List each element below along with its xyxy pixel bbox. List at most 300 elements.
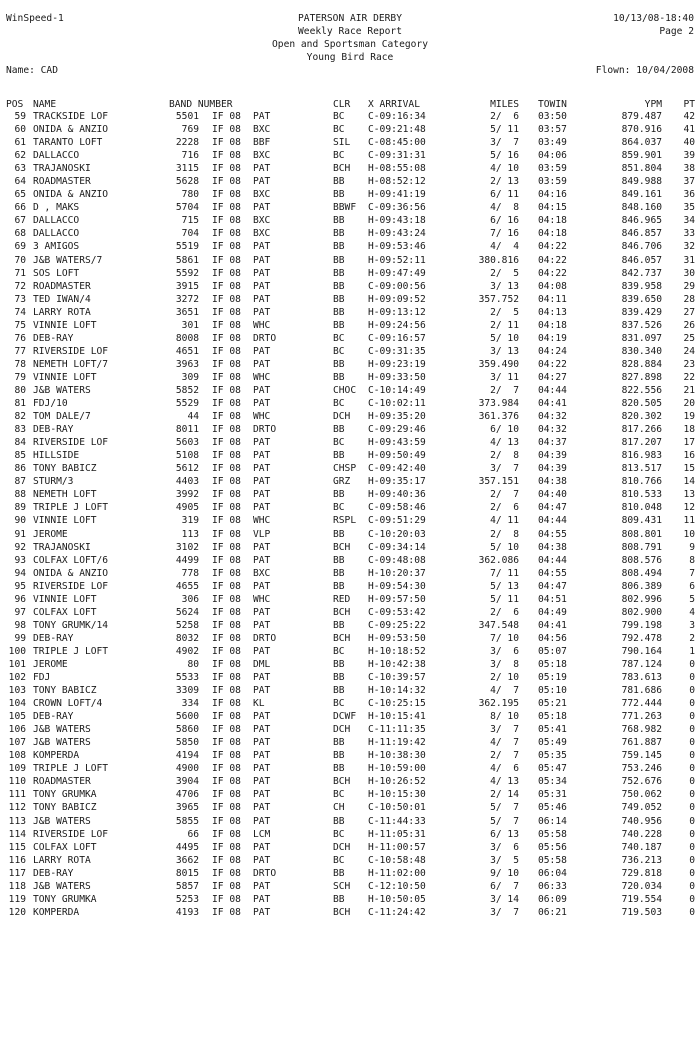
- towin-cell: 05:18: [538, 658, 567, 670]
- name-cell: TRAJANOSKI: [33, 163, 91, 175]
- towin-cell: 05:58: [538, 854, 567, 866]
- color-cell: BB: [333, 280, 345, 292]
- miles-cell: 359.490: [478, 358, 519, 370]
- col-towin-header: TOWIN: [538, 99, 567, 110]
- band-cell: 113: [181, 528, 199, 540]
- band-letters-cell: KL: [253, 698, 265, 710]
- band-year-cell: IF 08: [212, 593, 241, 605]
- miles-cell: 5/ 11: [490, 593, 519, 605]
- band-letters-cell: VLP: [253, 528, 271, 540]
- pt-cell: 3: [689, 619, 695, 631]
- pt-cell: 4: [689, 606, 695, 618]
- table-row: [6, 867, 696, 880]
- band-cell: 8011: [175, 424, 199, 436]
- ypm-cell: 830.340: [621, 345, 662, 357]
- miles-cell: 2/ 7: [490, 384, 519, 396]
- band-cell: 3904: [175, 776, 199, 788]
- color-cell: BB: [333, 489, 345, 501]
- report-name: Name: CAD: [6, 65, 58, 76]
- miles-cell: 3/ 13: [490, 345, 519, 357]
- pos-cell: 76: [14, 332, 26, 344]
- towin-cell: 04:18: [538, 215, 567, 227]
- band-cell: 5612: [175, 463, 199, 475]
- color-cell: BB: [333, 867, 345, 879]
- towin-cell: 05:10: [538, 685, 567, 697]
- color-cell: BCH: [333, 906, 351, 918]
- arrival-cell: H-10:15:41: [368, 711, 426, 723]
- band-year-cell: IF 08: [212, 358, 241, 370]
- color-cell: BB: [333, 215, 345, 227]
- table-row: [6, 175, 696, 188]
- miles-cell: 2/ 5: [490, 306, 519, 318]
- band-cell: 4905: [175, 502, 199, 514]
- arrival-cell: H-10:50:05: [368, 893, 426, 905]
- band-cell: 3662: [175, 854, 199, 866]
- band-letters-cell: DRTO: [253, 332, 277, 344]
- pt-cell: 25: [683, 332, 695, 344]
- pt-cell: 0: [689, 763, 695, 775]
- arrival-cell: C-11:44:33: [368, 815, 426, 827]
- color-cell: BC: [333, 150, 345, 162]
- ypm-cell: 772.444: [621, 698, 662, 710]
- col-pos-header: POS: [6, 99, 24, 110]
- pt-cell: 24: [683, 345, 695, 357]
- table-row: [6, 658, 696, 671]
- miles-cell: 5/ 16: [490, 150, 519, 162]
- towin-cell: 05:41: [538, 724, 567, 736]
- name-cell: TONY GRUMK/14: [33, 619, 109, 631]
- col-pt-header: PT: [683, 99, 695, 110]
- band-cell: 4655: [175, 580, 199, 592]
- pos-cell: 74: [14, 306, 26, 318]
- ypm-cell: 817.266: [621, 424, 662, 436]
- report-title: Weekly Race Report: [298, 26, 402, 37]
- flown-date: Flown: 10/04/2008: [595, 65, 694, 76]
- towin-cell: 05:07: [538, 645, 567, 657]
- pt-cell: 0: [689, 880, 695, 892]
- towin-cell: 05:49: [538, 737, 567, 749]
- pos-cell: 118: [8, 880, 26, 892]
- miles-cell: 2/ 7: [490, 489, 519, 501]
- band-cell: 5519: [175, 241, 199, 253]
- pt-cell: 14: [683, 476, 695, 488]
- towin-cell: 04:44: [538, 515, 567, 527]
- band-cell: 4194: [175, 750, 199, 762]
- ypm-cell: 740.956: [621, 815, 662, 827]
- color-cell: BB: [333, 319, 345, 331]
- band-cell: 5855: [175, 815, 199, 827]
- band-year-cell: IF 08: [212, 345, 241, 357]
- miles-cell: 3/ 14: [490, 893, 519, 905]
- miles-cell: 5/ 7: [490, 815, 519, 827]
- ypm-cell: 846.057: [621, 254, 662, 266]
- towin-cell: 04:06: [538, 150, 567, 162]
- band-letters-cell: BBF: [253, 137, 271, 149]
- pt-cell: 6: [689, 580, 695, 592]
- col-name-header: NAME: [33, 99, 57, 110]
- color-cell: BC: [333, 502, 345, 514]
- color-cell: BB: [333, 241, 345, 253]
- miles-cell: 4/ 4: [490, 241, 519, 253]
- ypm-cell: 822.556: [621, 384, 662, 396]
- band-year-cell: IF 08: [212, 489, 241, 501]
- ypm-cell: 859.901: [621, 150, 662, 162]
- arrival-cell: C-10:50:01: [368, 802, 426, 814]
- band-year-cell: IF 08: [212, 437, 241, 449]
- pt-cell: 27: [683, 306, 695, 318]
- ypm-cell: 802.900: [621, 606, 662, 618]
- table-row: [6, 136, 696, 149]
- band-cell: 5253: [175, 893, 199, 905]
- pos-cell: 67: [14, 215, 26, 227]
- table-row: [6, 632, 696, 645]
- pos-cell: 87: [14, 476, 26, 488]
- pos-cell: 112: [8, 802, 26, 814]
- pos-cell: 110: [8, 776, 26, 788]
- pos-cell: 119: [8, 893, 26, 905]
- miles-cell: 373.984: [478, 398, 519, 410]
- pos-cell: 79: [14, 371, 26, 383]
- band-letters-cell: PAT: [253, 606, 271, 618]
- arrival-cell: H-10:38:30: [368, 750, 426, 762]
- ypm-cell: 802.996: [621, 593, 662, 605]
- pt-cell: 15: [683, 463, 695, 475]
- ypm-cell: 719.503: [621, 906, 662, 918]
- towin-cell: 06:04: [538, 867, 567, 879]
- band-cell: 778: [181, 567, 199, 579]
- ypm-cell: 781.686: [621, 685, 662, 697]
- band-letters-cell: PAT: [253, 906, 271, 918]
- pt-cell: 38: [683, 163, 695, 175]
- band-year-cell: IF 08: [212, 476, 241, 488]
- ypm-cell: 837.526: [621, 319, 662, 331]
- pt-cell: 21: [683, 384, 695, 396]
- towin-cell: 06:09: [538, 893, 567, 905]
- band-cell: 3309: [175, 685, 199, 697]
- miles-cell: 2/ 14: [490, 789, 519, 801]
- name-cell: FDJ/10: [33, 398, 68, 410]
- miles-cell: 3/ 7: [490, 724, 519, 736]
- name-cell: COLFAX LOFT/6: [33, 554, 109, 566]
- band-year-cell: IF 08: [212, 658, 241, 670]
- towin-cell: 04:32: [538, 411, 567, 423]
- program-name: WinSpeed-1: [6, 13, 64, 24]
- band-year-cell: IF 08: [212, 672, 241, 684]
- ypm-cell: 810.766: [621, 476, 662, 488]
- pt-cell: 0: [689, 776, 695, 788]
- pos-cell: 69: [14, 241, 26, 253]
- name-cell: TRACKSIDE LOF: [33, 111, 109, 122]
- arrival-cell: H-11:19:42: [368, 737, 426, 749]
- band-year-cell: IF 08: [212, 267, 241, 279]
- pt-cell: 36: [683, 189, 695, 201]
- band-year-cell: IF 08: [212, 632, 241, 644]
- band-year-cell: IF 08: [212, 698, 241, 710]
- band-cell: 5258: [175, 619, 199, 631]
- miles-cell: 7/ 16: [490, 228, 519, 240]
- band-year-cell: IF 08: [212, 750, 241, 762]
- ypm-cell: 783.613: [621, 672, 662, 684]
- band-cell: 8032: [175, 632, 199, 644]
- name-cell: RIVERSIDE LOF: [33, 437, 109, 449]
- race-title: Young Bird Race: [306, 52, 394, 63]
- band-year-cell: IF 08: [212, 450, 241, 462]
- name-cell: TONY BABICZ: [33, 802, 97, 814]
- name-cell: LARRY ROTA: [33, 854, 91, 866]
- pt-cell: 32: [683, 241, 695, 253]
- name-cell: J&B WATERS/7: [33, 254, 103, 266]
- arrival-cell: C-09:31:35: [368, 345, 426, 357]
- arrival-cell: C-10:25:15: [368, 698, 426, 710]
- band-year-cell: IF 08: [212, 189, 241, 201]
- band-year-cell: IF 08: [212, 685, 241, 697]
- pos-cell: 59: [14, 111, 26, 122]
- table-row: [6, 528, 696, 541]
- pos-cell: 61: [14, 137, 26, 149]
- name-cell: HILLSIDE: [33, 450, 80, 462]
- band-cell: 319: [181, 515, 199, 527]
- name-cell: JEROME: [33, 528, 68, 540]
- band-year-cell: IF 08: [212, 150, 241, 162]
- ypm-cell: 817.207: [621, 437, 662, 449]
- pt-cell: 0: [689, 828, 695, 840]
- table-row: [6, 893, 696, 906]
- table-row: [6, 906, 696, 919]
- band-cell: 5857: [175, 880, 199, 892]
- band-letters-cell: WHC: [253, 411, 271, 423]
- arrival-cell: H-10:59:00: [368, 763, 426, 775]
- band-year-cell: IF 08: [212, 137, 241, 149]
- miles-cell: 2/ 6: [490, 606, 519, 618]
- band-letters-cell: PAT: [253, 254, 271, 266]
- band-year-cell: IF 08: [212, 776, 241, 788]
- arrival-cell: H-09:40:36: [368, 489, 426, 501]
- arrival-cell: C-10:58:48: [368, 854, 426, 866]
- pos-cell: 114: [8, 828, 26, 840]
- table-row: [6, 815, 696, 828]
- miles-cell: 3/ 5: [490, 854, 519, 866]
- band-letters-cell: DRTO: [253, 867, 277, 879]
- ypm-cell: 839.429: [621, 306, 662, 318]
- arrival-cell: C-09:51:29: [368, 515, 426, 527]
- band-cell: 4495: [175, 841, 199, 853]
- band-letters-cell: DRTO: [253, 632, 277, 644]
- pos-cell: 78: [14, 358, 26, 370]
- miles-cell: 3/ 6: [490, 841, 519, 853]
- band-cell: 44: [187, 411, 199, 423]
- pos-cell: 85: [14, 450, 26, 462]
- band-cell: 5529: [175, 398, 199, 410]
- towin-cell: 04:27: [538, 371, 567, 383]
- pos-cell: 106: [8, 724, 26, 736]
- band-cell: 5592: [175, 267, 199, 279]
- band-letters-cell: PAT: [253, 463, 271, 475]
- miles-cell: 2/ 8: [490, 528, 519, 540]
- color-cell: BB: [333, 254, 345, 266]
- band-year-cell: IF 08: [212, 241, 241, 253]
- pos-cell: 84: [14, 437, 26, 449]
- table-row: [6, 397, 696, 410]
- towin-cell: 04:37: [538, 437, 567, 449]
- miles-cell: 4/ 13: [490, 437, 519, 449]
- arrival-cell: H-09:09:52: [368, 293, 426, 305]
- ypm-cell: 736.213: [621, 854, 662, 866]
- table-row: [6, 619, 696, 632]
- band-year-cell: IF 08: [212, 828, 241, 840]
- pos-cell: 115: [8, 841, 26, 853]
- miles-cell: 3/ 11: [490, 371, 519, 383]
- ypm-cell: 849.161: [621, 189, 662, 201]
- band-cell: 2228: [175, 137, 199, 149]
- ypm-cell: 719.554: [621, 893, 662, 905]
- band-letters-cell: PAT: [253, 384, 271, 396]
- color-cell: BB: [333, 371, 345, 383]
- ypm-cell: 820.505: [621, 398, 662, 410]
- name-cell: KOMPERDA: [33, 750, 80, 762]
- band-cell: 4902: [175, 645, 199, 657]
- name-cell: J&B WATERS: [33, 724, 91, 736]
- miles-cell: 3/ 13: [490, 280, 519, 292]
- color-cell: RSPL: [333, 515, 357, 527]
- color-cell: RED: [333, 593, 351, 605]
- band-letters-cell: PAT: [253, 645, 271, 657]
- towin-cell: 05:47: [538, 763, 567, 775]
- ypm-cell: 828.884: [621, 358, 662, 370]
- table-row: [6, 671, 696, 684]
- pos-cell: 77: [14, 345, 26, 357]
- towin-cell: 05:56: [538, 841, 567, 853]
- band-year-cell: IF 08: [212, 111, 241, 122]
- ypm-cell: 839.650: [621, 293, 662, 305]
- miles-cell: 8/ 10: [490, 711, 519, 723]
- miles-cell: 380.816: [478, 254, 519, 266]
- pos-cell: 82: [14, 411, 26, 423]
- towin-cell: 04:55: [538, 567, 567, 579]
- arrival-cell: H-09:47:49: [368, 267, 426, 279]
- name-cell: ONIDA & ANZIO: [33, 189, 109, 201]
- table-row: [6, 788, 696, 801]
- name-cell: VINNIE LOFT: [33, 593, 97, 605]
- table-row: [6, 567, 696, 580]
- miles-cell: 4/ 10: [490, 163, 519, 175]
- ypm-cell: 842.737: [621, 267, 662, 279]
- ypm-cell: 792.478: [621, 632, 662, 644]
- band-year-cell: IF 08: [212, 580, 241, 592]
- towin-cell: 04:18: [538, 319, 567, 331]
- band-letters-cell: PAT: [253, 815, 271, 827]
- color-cell: DCH: [333, 841, 351, 853]
- color-cell: BB: [333, 228, 345, 240]
- color-cell: BB: [333, 763, 345, 775]
- pt-cell: 0: [689, 841, 695, 853]
- band-year-cell: IF 08: [212, 528, 241, 540]
- color-cell: BB: [333, 189, 345, 201]
- ypm-cell: 810.533: [621, 489, 662, 501]
- pt-cell: 0: [689, 658, 695, 670]
- pt-cell: 10: [683, 528, 695, 540]
- band-letters-cell: PAT: [253, 476, 271, 488]
- table-row: [6, 240, 696, 253]
- club-title: PATERSON AIR DERBY: [298, 13, 402, 24]
- band-cell: 3963: [175, 358, 199, 370]
- ypm-cell: 808.576: [621, 554, 662, 566]
- band-letters-cell: PAT: [253, 724, 271, 736]
- pos-cell: 116: [8, 854, 26, 866]
- band-cell: 5501: [175, 111, 199, 122]
- pos-cell: 63: [14, 163, 26, 175]
- ypm-cell: 810.048: [621, 502, 662, 514]
- miles-cell: 9/ 10: [490, 867, 519, 879]
- arrival-cell: C-09:42:40: [368, 463, 426, 475]
- table-row: [6, 319, 696, 332]
- ypm-cell: 827.898: [621, 371, 662, 383]
- miles-cell: 7/ 10: [490, 632, 519, 644]
- band-year-cell: IF 08: [212, 306, 241, 318]
- name-cell: VINNIE LOFT: [33, 319, 97, 331]
- pt-cell: 31: [683, 254, 695, 266]
- color-cell: BB: [333, 267, 345, 279]
- pt-cell: 12: [683, 502, 695, 514]
- col-miles-header: MILES: [490, 99, 519, 110]
- band-cell: 769: [181, 124, 199, 136]
- arrival-cell: C-09:16:34: [368, 111, 426, 122]
- table-row: [6, 501, 696, 514]
- pos-cell: 103: [8, 685, 26, 697]
- arrival-cell: H-09:41:19: [368, 189, 426, 201]
- towin-cell: 05:35: [538, 750, 567, 762]
- pt-cell: 0: [689, 672, 695, 684]
- band-letters-cell: LCM: [253, 828, 271, 840]
- band-cell: 3965: [175, 802, 199, 814]
- color-cell: BB: [333, 658, 345, 670]
- color-cell: BCH: [333, 163, 351, 175]
- color-cell: DCH: [333, 411, 351, 423]
- pt-cell: 0: [689, 685, 695, 697]
- table-row: [6, 358, 696, 371]
- arrival-cell: C-09:21:48: [368, 124, 426, 136]
- arrival-cell: H-11:00:57: [368, 841, 426, 853]
- arrival-cell: H-10:15:30: [368, 789, 426, 801]
- ypm-cell: 846.857: [621, 228, 662, 240]
- band-letters-cell: PAT: [253, 541, 271, 553]
- band-letters-cell: PAT: [253, 893, 271, 905]
- ypm-cell: 771.263: [621, 711, 662, 723]
- miles-cell: 3/ 7: [490, 463, 519, 475]
- pt-cell: 39: [683, 150, 695, 162]
- ypm-cell: 846.965: [621, 215, 662, 227]
- arrival-cell: H-09:33:50: [368, 371, 426, 383]
- name-cell: COLFAX LOFT: [33, 606, 97, 618]
- table-row: [6, 554, 696, 567]
- band-cell: 80: [187, 658, 199, 670]
- arrival-cell: H-11:05:31: [368, 828, 426, 840]
- name-cell: KOMPERDA: [33, 906, 80, 918]
- name-cell: SOS LOFT: [33, 267, 80, 279]
- color-cell: BC: [333, 111, 345, 122]
- color-cell: CH: [333, 802, 345, 814]
- pos-cell: 95: [14, 580, 26, 592]
- arrival-cell: H-09:13:12: [368, 306, 426, 318]
- band-letters-cell: PAT: [253, 437, 271, 449]
- miles-cell: 2/ 5: [490, 267, 519, 279]
- band-letters-cell: PAT: [253, 880, 271, 892]
- table-row: [6, 841, 696, 854]
- arrival-cell: C-09:48:08: [368, 554, 426, 566]
- arrival-cell: H-09:43:59: [368, 437, 426, 449]
- report-datetime: 10/13/08-18:40: [613, 13, 694, 24]
- band-year-cell: IF 08: [212, 332, 241, 344]
- band-cell: 5628: [175, 176, 199, 188]
